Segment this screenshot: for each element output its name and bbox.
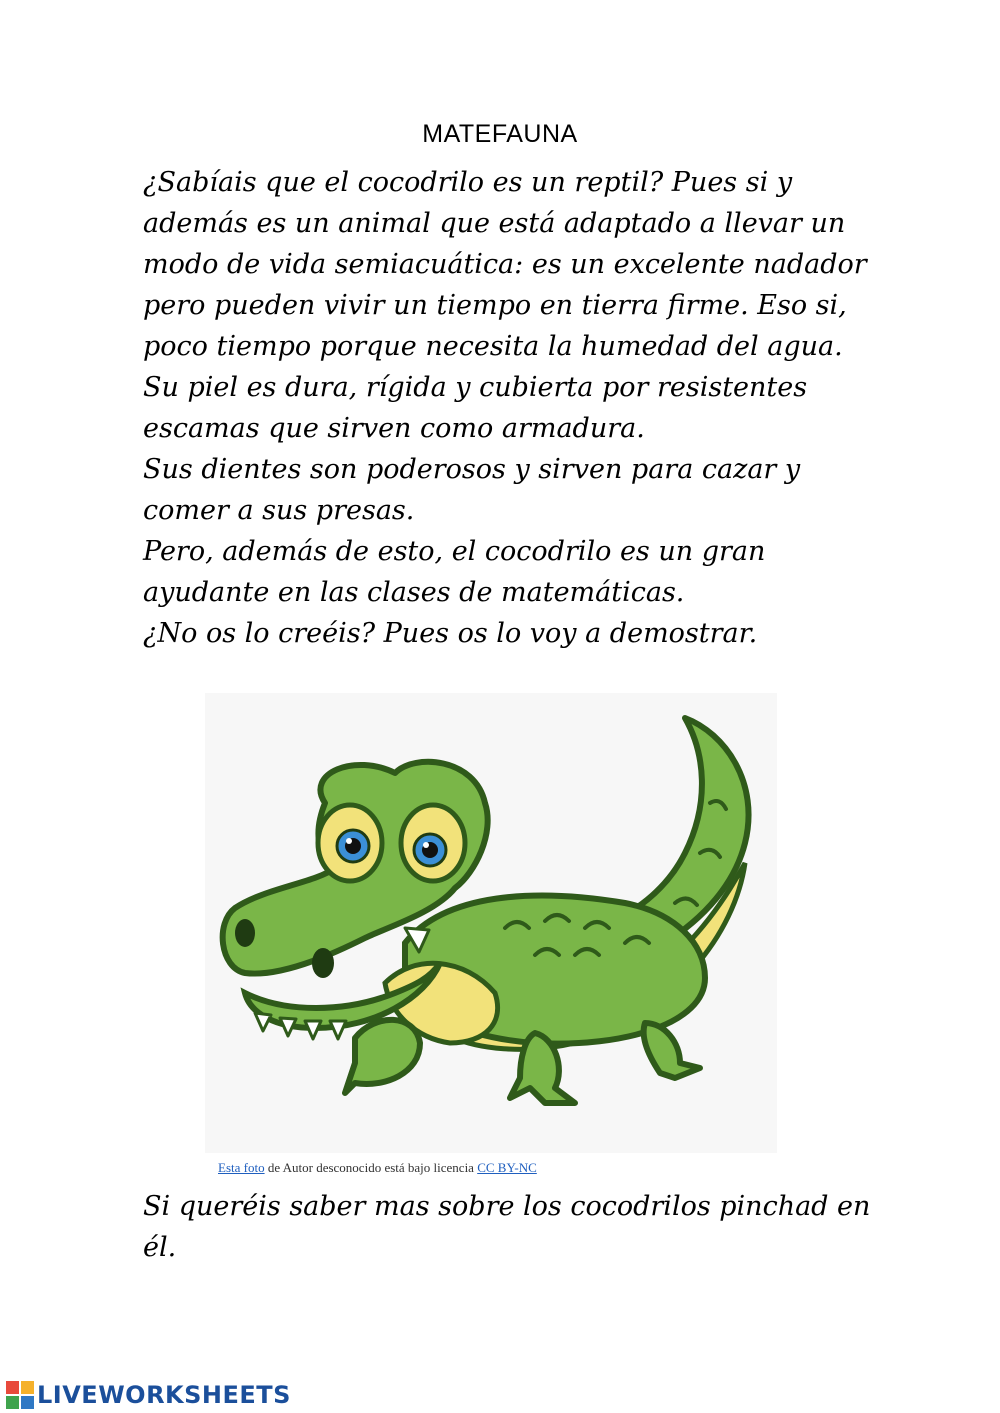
brand-logo bbox=[6, 1380, 291, 1410]
text-line: comer a sus presas. bbox=[143, 495, 415, 526]
caption-text: de Autor desconocido está bajo licencia bbox=[264, 1160, 478, 1175]
closing-paragraph bbox=[143, 1186, 873, 1268]
text-line: ¿No os lo creéis? Pues os lo voy a demostrar. bbox=[143, 618, 758, 649]
text-line: escamas que sirven como armadura. bbox=[143, 413, 645, 444]
text-line: Si queréis saber mas sobre los cocodrilos pinchad en bbox=[143, 1191, 871, 1222]
page-title: MATEFAUNA bbox=[422, 120, 578, 148]
text-line: Su piel es dura, rígida y cubierta por resistentes bbox=[143, 372, 808, 403]
text-line: ayudante en las clases de matemáticas. bbox=[143, 577, 685, 608]
crocodile-image[interactable] bbox=[205, 693, 777, 1153]
liveworksheets-logo-icon bbox=[6, 1381, 34, 1409]
text-line: Pero, además de esto, el cocodrilo es un gran bbox=[143, 536, 766, 567]
text-line: poco tiempo porque necesita la humedad del agua. bbox=[143, 331, 843, 362]
text-line: Sus dientes son poderosos y sirven para cazar y bbox=[143, 454, 801, 485]
text-line: pero pueden vivir un tiempo en tierra firme. Eso si, bbox=[143, 290, 847, 321]
text-line: él. bbox=[143, 1232, 177, 1263]
brand-name: LIVEWORKSHEETS bbox=[37, 1381, 291, 1409]
intro-paragraph bbox=[143, 162, 873, 654]
text-line: además es un animal que está adaptado a llevar un bbox=[143, 208, 846, 239]
license-link[interactable]: CC BY-NC bbox=[477, 1160, 537, 1175]
text-line: ¿Sabíais que el cocodrilo es un reptil? Pues si y bbox=[143, 167, 793, 198]
text-line: modo de vida semiacuática: es un excelente nadador bbox=[143, 249, 867, 280]
crocodile-illustration bbox=[205, 693, 777, 1153]
photo-link[interactable]: Esta foto bbox=[218, 1160, 265, 1175]
image-caption bbox=[218, 1160, 537, 1176]
